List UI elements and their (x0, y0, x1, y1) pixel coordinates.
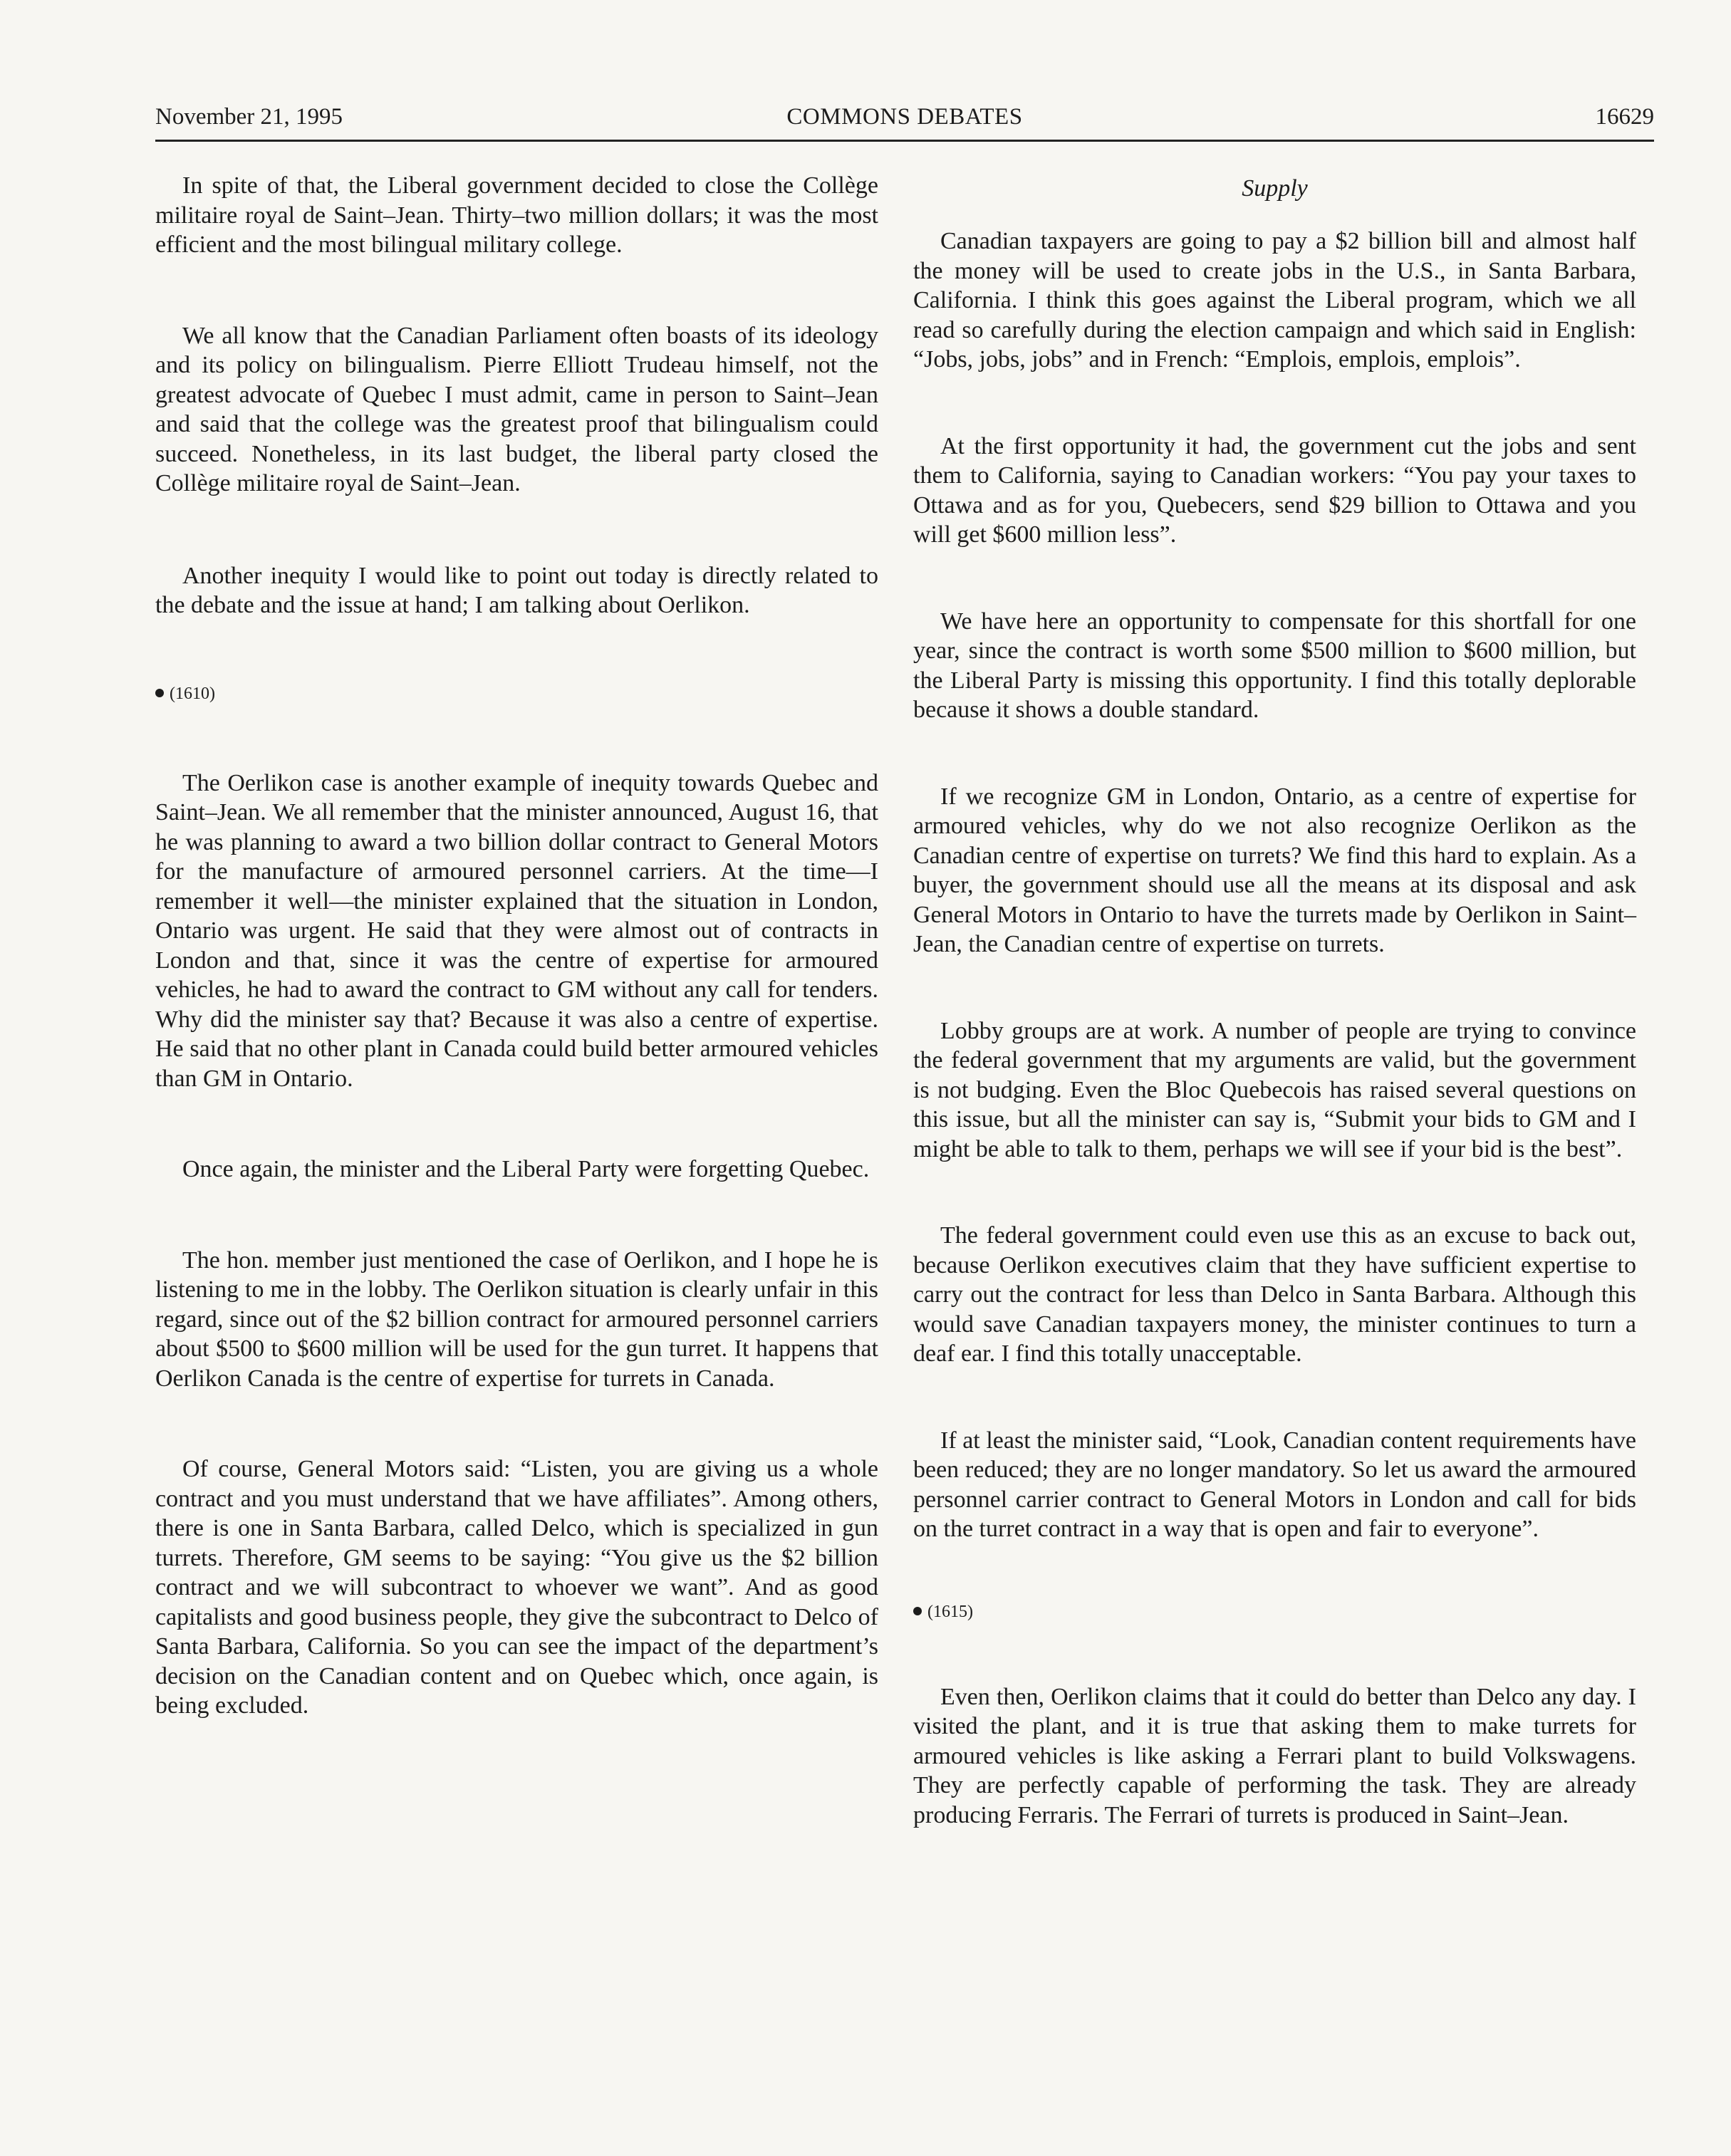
paragraph: Another inequity I would like to point out today is directly related to the debate and the issue at hand; I am talking about Oerlikon. (155, 562, 878, 618)
bullet-icon (155, 689, 164, 697)
time-stamp-text: (1610) (170, 684, 215, 703)
header-rule (155, 140, 1654, 142)
paragraph: We all know that the Canadian Parliament often boasts of its ideology and its policy on bilingualism. Pierre Elliott Trudeau himself, not the greatest advocate of Quebec I must admit, came in person to Saint–Jean and said that the college was the greatest proof that bilingualism could succeed. Nonetheless, in its last budget, the liberal party closed the Collège militaire royal de Saint–Jean. (155, 322, 878, 496)
paragraph: The federal government could even use this as an excuse to back out, because Oerlikon executives claim that they have sufficient expertise to carry out the contract for less than Delco in Santa Barbara. Although this would save Canadian taxpayers money, the minister continues to turn a deaf ear. I find this totally unacceptable. (913, 1222, 1636, 1367)
running-header (155, 98, 1654, 135)
paragraph: Lobby groups are at work. A number of people are trying to convince the federal government that my arguments are valid, but the government is not budging. Even the Bloc Quebecois has raised several questions on this issue, but all the minister can say is, “Submit your bids to GM and I might be able to talk to them, perhaps we will see if your bid is the best”. (913, 1017, 1636, 1162)
paragraph: Even then, Oerlikon claims that it could do better than Delco any day. I visited the plant, and it is true that asking them to make turrets for armoured vehicles is like asking a Ferrari plant to build Volkswagens. They are perfectly capable of performing the task. They are already producing Ferraris. The Ferrari of turrets is produced in Saint–Jean. (913, 1683, 1636, 1828)
paragraph: In spite of that, the Liberal government decided to close the Collège militaire royal de Saint–Jean. Thirty–two million dollars; it was the most efficient and the most bilingual military college. (155, 172, 878, 258)
time-stamp-text: (1615) (927, 1602, 973, 1621)
right-column (913, 171, 1636, 1882)
paragraph: At the first opportunity it had, the government cut the jobs and sent them to California, saying to Canadian workers: “You pay your taxes to Ottawa and as for you, Quebecers, send $29 billion to Ottawa and you will get $600 million less”. (913, 432, 1636, 548)
header-title: COMMONS DEBATES (786, 104, 1023, 130)
paragraph: Once again, the minister and the Liberal Party were forgetting Quebec. (182, 1156, 870, 1182)
time-stamp (155, 683, 878, 704)
bullet-icon (913, 1607, 922, 1615)
paragraph: We have here an opportunity to compensate for this shortfall for one year, since the contract is worth some $500 million to $600 million, but the Liberal Party is missing this opportunity. I find this totally deplorable because it shows a double standard. (913, 608, 1636, 723)
left-column (155, 171, 878, 1774)
time-stamp (913, 1601, 1636, 1623)
paragraph: Of course, General Motors said: “Listen, you are giving us a whole contract and you must understand that we have affiliates”. Among others, there is one in Santa Barbara, called Delco, which is specialized in gun turrets. Therefore, GM seems to be saying: “You give us the $2 billion contract and we will subcontract to whoever we want”. And as good capitalists and good business people, they give the subcontract to Delco of Santa Barbara, California. So you can see the impact of the department’s decision on the Canadian content and on Quebec which, once again, is being excluded. (155, 1456, 878, 1719)
paragraph: The hon. member just mentioned the case of Oerlikon, and I hope he is listening to me in the lobby. The Oerlikon situation is clearly unfair in this regard, since out of the $2 billion contract for armoured personnel carriers about $500 to $600 million will be used for the gun turret. It happens that Oerlikon Canada is the centre of expertise for turrets in Canada. (155, 1246, 878, 1392)
header-page-number: 16629 (1595, 104, 1654, 130)
paragraph: If we recognize GM in London, Ontario, as a centre of expertise for armoured vehicles, why do we not also recognize Oerlikon as the Canadian centre of expertise on turrets? We find this hard to explain. As a buyer, the government should use all the means at its disposal and ask General Motors in Ontario to have the turrets made by Oerlikon in Saint–Jean, the Canadian centre of expertise on turrets. (913, 783, 1636, 957)
paragraph: If at least the minister said, “Look, Canadian content requirements have been reduced; they are no longer mandatory. So let us award the armoured personnel carrier contract to General Motors in London and call for bids on the turret contract in a way that is open and fair to everyone”. (913, 1427, 1636, 1542)
paragraph: Canadian taxpayers are going to pay a $2 billion bill and almost half the money will be used to create jobs in the U.S., in Santa Barbara, California. I think this goes against the Liberal program, which we all read so carefully during the election campaign and which said in English: “Jobs, jobs, jobs” and in French: “Emplois, emplois, emplois”. (913, 228, 1636, 373)
paragraph: The Oerlikon case is another example of inequity towards Quebec and Saint–Jean. We all remember that the minister announced, August 16, that he was planning to award a two billion dollar contract to General Motors for the manufacture of armoured personnel carriers. At the time—I remember it well—the minister explained that the situation in London, Ontario was urgent. He said that they were almost out of contracts in London and that, since it was the centre of expertise for armoured vehicles, he had to award the contract to GM without any call for tenders. Why did the minister say that? Because it was also a centre of expertise. He said that no other plant in Canada could build better armoured vehicles than GM in Ontario. (155, 769, 878, 1092)
section-heading: Supply (1242, 175, 1308, 202)
header-date: November 21, 1995 (155, 104, 343, 130)
